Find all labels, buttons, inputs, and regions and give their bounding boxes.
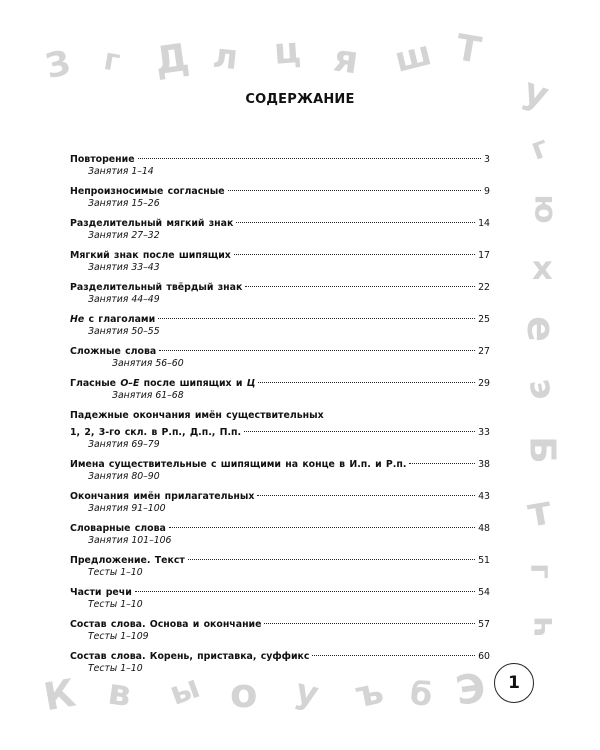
table-of-contents — [70, 153, 490, 682]
leader-dots — [158, 318, 475, 319]
decor-letter: Э — [452, 665, 489, 715]
toc-page-number: 29 — [478, 378, 490, 389]
toc-page-number: 3 — [484, 154, 490, 165]
toc-entry-title-line1: Падежные окончания имён существительных — [70, 410, 324, 421]
toc-entry — [70, 313, 490, 338]
toc-page-number: 51 — [478, 555, 490, 566]
decor-letter: К — [40, 670, 79, 720]
leader-dots — [236, 222, 475, 223]
toc-page-number: 48 — [478, 523, 490, 534]
decor-letter: б — [406, 673, 436, 715]
toc-page-number: 22 — [478, 282, 490, 293]
toc-emphasis: Ц — [246, 378, 256, 389]
decor-letter: Т — [452, 27, 485, 72]
toc-entry-subtitle: Занятия 50–55 — [88, 326, 160, 337]
decor-letter: х — [532, 249, 553, 287]
decor-letter: г — [101, 41, 123, 80]
toc-entry — [70, 586, 490, 611]
toc-page-number: 33 — [478, 427, 490, 438]
toc-entry-title — [70, 377, 255, 390]
leader-dots — [244, 431, 475, 432]
toc-entry-title-part: Гласные — [70, 378, 121, 389]
toc-emphasis: О–Е — [120, 378, 140, 389]
leader-dots — [169, 527, 475, 528]
toc-entry-title: Имена существительные с шипящими на конце в И.п. и Р.п. — [70, 459, 407, 470]
toc-entry-subtitle: Тесты 1–10 — [88, 599, 143, 610]
toc-entry-title-part: после шипящих и — [139, 378, 247, 389]
leader-dots — [159, 350, 475, 351]
toc-entry — [70, 249, 490, 274]
leader-dots — [228, 190, 481, 191]
toc-page-number: 14 — [478, 218, 490, 229]
toc-page-number: 17 — [478, 250, 490, 261]
decor-letter: л — [210, 35, 240, 79]
toc-entry-subtitle: Занятия 27–32 — [88, 230, 160, 241]
page-title: СОДЕРЖАНИЕ — [245, 92, 355, 107]
decor-letter: ъ — [351, 670, 387, 717]
decor-letter: ч — [521, 615, 560, 637]
decor-letter: ы — [164, 667, 205, 713]
toc-entry-subtitle: Занятия 15–26 — [88, 198, 160, 209]
decor-letter: Б — [521, 436, 563, 464]
toc-entry — [70, 554, 490, 579]
toc-entry-title: Непроизносимые согласные — [70, 186, 225, 197]
decor-letter: ц — [272, 30, 303, 73]
toc-entry-title: Части речи — [70, 587, 132, 598]
toc-entry-title: Повторение — [70, 154, 135, 165]
decor-letter: в — [105, 671, 134, 716]
decor-letter: у — [291, 670, 323, 716]
decor-letter: г — [522, 563, 558, 579]
toc-page-number: 27 — [478, 346, 490, 357]
toc-entry-title: Сложные слова — [70, 346, 157, 357]
toc-entry-subtitle: Тесты 1–109 — [88, 631, 149, 642]
toc-entry-title: Словарные слова — [70, 523, 166, 534]
toc-entry-title-rest: с глаголами — [84, 314, 156, 325]
toc-entry-subtitle: Тесты 1–10 — [88, 567, 143, 578]
toc-entry-subtitle: Занятия 44–49 — [88, 294, 160, 305]
leader-dots — [234, 254, 475, 255]
toc-entry — [70, 618, 490, 643]
decor-letter: ю — [527, 194, 563, 224]
toc-page-number: 38 — [478, 459, 490, 470]
toc-entry-title: Предложение. Текст — [70, 555, 185, 566]
toc-page-number: 54 — [478, 587, 490, 598]
toc-entry — [70, 345, 490, 370]
toc-emphasis: Не — [70, 314, 85, 325]
toc-entry-subtitle: Занятия 69–79 — [88, 439, 160, 450]
toc-entry — [70, 281, 490, 306]
toc-page-number: 60 — [478, 651, 490, 662]
decor-letter: е — [518, 316, 563, 342]
decor-letter: у — [517, 70, 554, 117]
toc-page-number: 57 — [478, 619, 490, 630]
toc-entry-title: 1, 2, 3-го скл. в Р.п., Д.п., П.п. — [70, 427, 242, 438]
page-number-badge: 1 — [494, 663, 534, 703]
toc-entry — [70, 377, 490, 402]
toc-entry-title — [70, 313, 155, 326]
toc-page-number: 25 — [478, 314, 490, 325]
toc-entry — [70, 409, 490, 451]
decor-letter: З — [42, 42, 75, 88]
toc-entry-title: Состав слова. Основа и окончание — [70, 619, 262, 630]
decor-letter: Д — [152, 34, 192, 84]
toc-entry-subtitle: Занятия 80–90 — [88, 471, 160, 482]
toc-entry-title: Мягкий знак после шипящих — [70, 250, 231, 261]
leader-dots — [245, 286, 475, 287]
toc-page-number: 43 — [478, 491, 490, 502]
toc-entry — [70, 217, 490, 242]
leader-dots — [264, 623, 475, 624]
leader-dots — [138, 158, 481, 159]
decor-letter: э — [520, 375, 564, 403]
leader-dots — [312, 655, 475, 656]
toc-entry-subtitle: Занятия 33–43 — [88, 262, 160, 273]
toc-entry-title: Разделительный твёрдый знак — [70, 282, 243, 293]
leader-dots — [135, 591, 475, 592]
toc-entry — [70, 458, 490, 483]
decor-letter: т — [524, 487, 556, 537]
toc-entry — [70, 490, 490, 515]
toc-entry-subtitle: Занятия 61–68 — [112, 390, 184, 401]
leader-dots — [188, 559, 475, 560]
toc-entry-title: Разделительный мягкий знак — [70, 218, 234, 229]
decor-letter: о — [230, 671, 258, 717]
toc-entry-subtitle: Занятия 1–14 — [88, 166, 154, 177]
toc-entry-subtitle: Занятия 56–60 — [112, 358, 184, 369]
toc-entry-title: Окончания имён прилагательных — [70, 491, 255, 502]
decor-letter: я — [331, 35, 362, 83]
toc-page-number: 9 — [484, 186, 490, 197]
toc-entry-title: Состав слова. Корень, приставка, суффикс — [70, 651, 310, 662]
toc-entry — [70, 650, 490, 675]
decor-letter: ш — [390, 33, 436, 81]
leader-dots — [409, 463, 475, 464]
toc-entry — [70, 153, 490, 178]
toc-entry — [70, 185, 490, 210]
leader-dots — [258, 382, 475, 383]
decor-letter: г — [526, 129, 554, 168]
toc-entry-subtitle: Тесты 1–10 — [88, 663, 143, 674]
toc-entry — [70, 522, 490, 547]
leader-dots — [257, 495, 475, 496]
toc-entry-subtitle: Занятия 91–100 — [88, 503, 166, 514]
toc-entry-subtitle: Занятия 101–106 — [88, 535, 172, 546]
